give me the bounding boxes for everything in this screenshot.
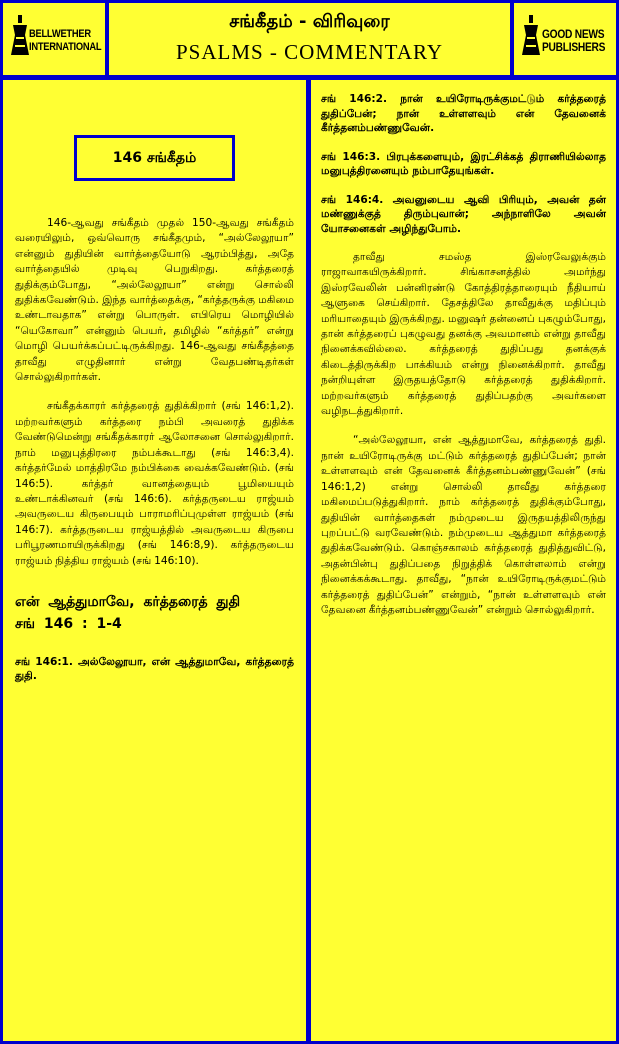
page-title-tamil: சங்கீதம் - விரிவுரை xyxy=(229,11,390,32)
good-news-logo-line1: GOOD NEWS xyxy=(542,27,605,41)
right-column xyxy=(311,80,616,1041)
left-paragraph-1: 146-ஆவது சங்கீதம் முதல் 150-ஆவது சங்கீதம் வரையிலும், ஒவ்வொரு சங்கீதமும், “அல்லேலூயா” என்னும் துதியின் வார்த்தையோடு ஆரம்பித்து, அதே வார்த்தையில் முடிவு பெறுகிறது. கர்த்தரைத் துதிக்கும்போது, “அல்லேலூயா” என்று சொல்லி துதிக்கவேண்டும். இந்த வார்த்தைக்கு, “கர்த்தருக்கு மகிமை உண்டாவதாக” என்று பொருள். எபிரெய மொழியில் “யெகோவா” என்னும் பெயர், தமிழில் “கர்த்தர்” என்று மொழி பெயர்க்கப்பட்டிருக்கிறது. 146-ஆவது சங்கீதத்தை தாவீது எழுதினார் என்று வேதபண்டிதர்கள் சொல்லுகிறார்கள். xyxy=(15,217,294,384)
good-news-logo-line2: PUBLISHERS xyxy=(542,40,606,54)
verse-146-3: சங் 146:3. பிரபுக்களையும், இரட்சிக்கத் திராணியில்லாத மனுபுத்திரனையும் நம்பாதேயுங்கள். xyxy=(321,150,606,177)
right-paragraph-2: “அல்லேலூயா, என் ஆத்துமாவே, கர்த்தரைத் துதி. நான் உயிரோடிருக்கு மட்டும் கர்த்தரைத் துதிப்பேன்; நான் உள்ளளவும் என் தேவனைக் கீர்த்தனம்பண்ணுவேன்” (சங் 146:1,2) என்று சொல்லி தாவீது கர்த்தரை மகிமைப்படுத்துகிறார். நாம் கர்த்தரைத் துதிக்கும்போது, துதியின் வார்த்தைகள் நம்முடைய இருதயத்திலிருந்து புறப்பட்டு வரவேண்டும். நம்முடைய ஆத்துமா கர்த்தரைத் துதிக்கவேண்டும். கொஞ்சகாலம் கர்த்தரைத் துதித்துவிட்டு, அதன்பின்பு துதிப்பதை நிறுத்திக் கொள்ளலாம் என்று நினைக்கக்கூடாது. தாவீது, “நான் உயிரோடிருக்குமட்டும் கர்த்தரைத் துதிப்பேன்” என்றும், “நான் உள்ளளவும் என் தேவனை கீர்த்தனம்பண்ணுவேன்” என்றும் சொல்லுகிறார். xyxy=(321,434,606,616)
page-title-english: PSALMS - COMMENTARY xyxy=(175,40,444,64)
verse-146-2: சங் 146:2. நான் உயிரோடிருக்குமட்டும் கர்த்தரைத் துதிப்பேன்; நான் உள்ளளவும் என் தேவனைக் கீர்த்தனம்பண்ணுவேன். xyxy=(321,93,606,134)
good-news-logo-icon xyxy=(520,15,542,59)
bellwether-logo-icon xyxy=(9,15,31,59)
verse-146-1: சங் 146:1. அல்லேலூயா, என் ஆத்துமாவே, கர்த்தரைத் துதி. xyxy=(15,655,294,683)
section-heading: என் ஆத்துமாவே, கர்த்தரைத் துதி xyxy=(15,593,241,610)
chapter-title: 146 சங்கீதம் xyxy=(74,135,235,181)
left-paragraph-2: சங்கீதக்காரர் கர்த்தரைத் துதிக்கிறார் (சங் 146:1,2). மற்றவர்களும் கர்த்தரை நம்பி அவரைத் துதிக்க வேண்டுமென்று சங்கீதக்காரர் ஆலோசனை சொல்லுகிறார். நாம் மனுபுத்திரரை நம்பக்கூடாது (சங் 146:3,4). கர்த்தர்மேல் மாத்திரமே நம்பிக்கை வைக்கவேண்டும். (சங் 146:5). கர்த்தர் வானத்தையும் பூமியையும் உண்டாக்கினவர் (சங் 146:6). கர்த்தருடைய ராஜ்யம் அவருடைய கிருபையும் பாராமரிப்புமுள்ள ராஜ்யம் (சங் 146:7). கர்த்தருடைய ராஜ்யத்தில் அவருடைய கிருபை பரிபூரணமாயிருக்கிறது (சங் 146:8,9). கர்த்தருடைய ராஜ்யம் நித்திய ராஜ்யம் (சங் 146:10). xyxy=(15,400,294,567)
bellwether-logo xyxy=(3,3,105,75)
good-news-logo xyxy=(514,3,616,75)
section-reference: சங் 146 : 1-4 xyxy=(15,615,122,632)
left-column xyxy=(3,80,306,1041)
verse-146-4: சங் 146:4. அவனுடைய ஆவி பிரியும், அவன் தன் மண்ணுக்குத் திரும்புவான்; அந்நாளிலே அவன் யோசனைகள் அழிந்துபோம். xyxy=(321,193,606,235)
bellwether-logo-line2: INTERNATIONAL xyxy=(29,41,102,53)
right-paragraph-1: தாவீது சமஸ்த இஸ்ரவேலுக்கும் ராஜாவாகயிருக்கிறார். சிங்காசனத்தில் அமர்ந்து இஸ்ரவேலின் பன்னிரண்டு கோத்திரத்தாரையும் நீதியாய் ஆளுகை செய்கிறார். தேசத்திலே தாவீதுக்கு மதிப்பும் மரியாதையும் இருக்கிறது. மனுஷர் தன்னைப் புகழும்போது, தான் கர்த்தரைப் புகழுவது தனக்கு அவமானம் என்று தாவீது நினைக்கவில்லை. கர்த்தரைத் துதிப்பது தனக்குக் கிடைத்திருக்கிற பாக்கியம் என்று நினைக்கிறார். தாவீது நன்றியுள்ள இருதயத்தோடு கர்த்தரைத் துதிக்கிறார். மற்றவர்களும் கர்த்தரைத் துதிப்பதற்கு அவர்களை வழிநடத்துகிறார். xyxy=(321,251,606,418)
title-box xyxy=(109,3,510,75)
bellwether-logo-line1: BELLWETHER xyxy=(29,28,91,40)
header xyxy=(0,0,619,80)
